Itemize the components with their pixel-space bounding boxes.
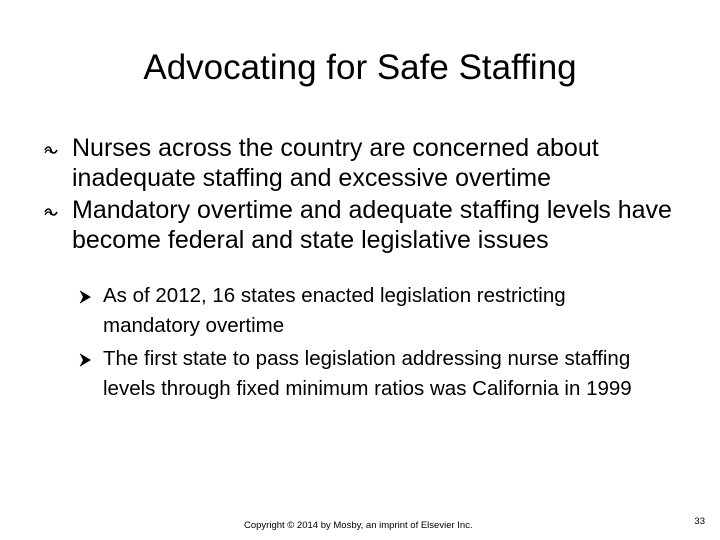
subbullet-item [0, 281, 663, 341]
decorative-bullet-icon [44, 145, 58, 155]
subbullet-item [0, 344, 663, 404]
subbullet-list [0, 281, 720, 407]
page-number: 33 [694, 516, 705, 527]
bullet-text: Nurses across the country are concerned about inadequate staffing and excessive overtime [72, 134, 599, 192]
slide-title: Advocating for Safe Staffing [143, 48, 577, 87]
subbullet-text: The first state to pass legislation addressing nurse staffing levels through fixed minimum ratios was California in 1999 [103, 347, 632, 400]
copyright-notice: Copyright © 2014 by Mosby, an imprint of Elsevier Inc. [244, 520, 473, 531]
bullet-item [0, 133, 692, 193]
bullet-text: Mandatory overtime and adequate staffing levels have become federal and state legislative issues [72, 196, 672, 254]
bullet-list [0, 133, 720, 257]
bullet-item [0, 195, 692, 255]
subbullet-text: As of 2012, 16 states enacted legislation restricting mandatory overtime [103, 284, 566, 337]
arrow-bullet-icon [78, 290, 92, 304]
decorative-bullet-icon [44, 207, 58, 217]
slide-footer [0, 516, 720, 536]
arrow-bullet-icon [78, 353, 92, 367]
